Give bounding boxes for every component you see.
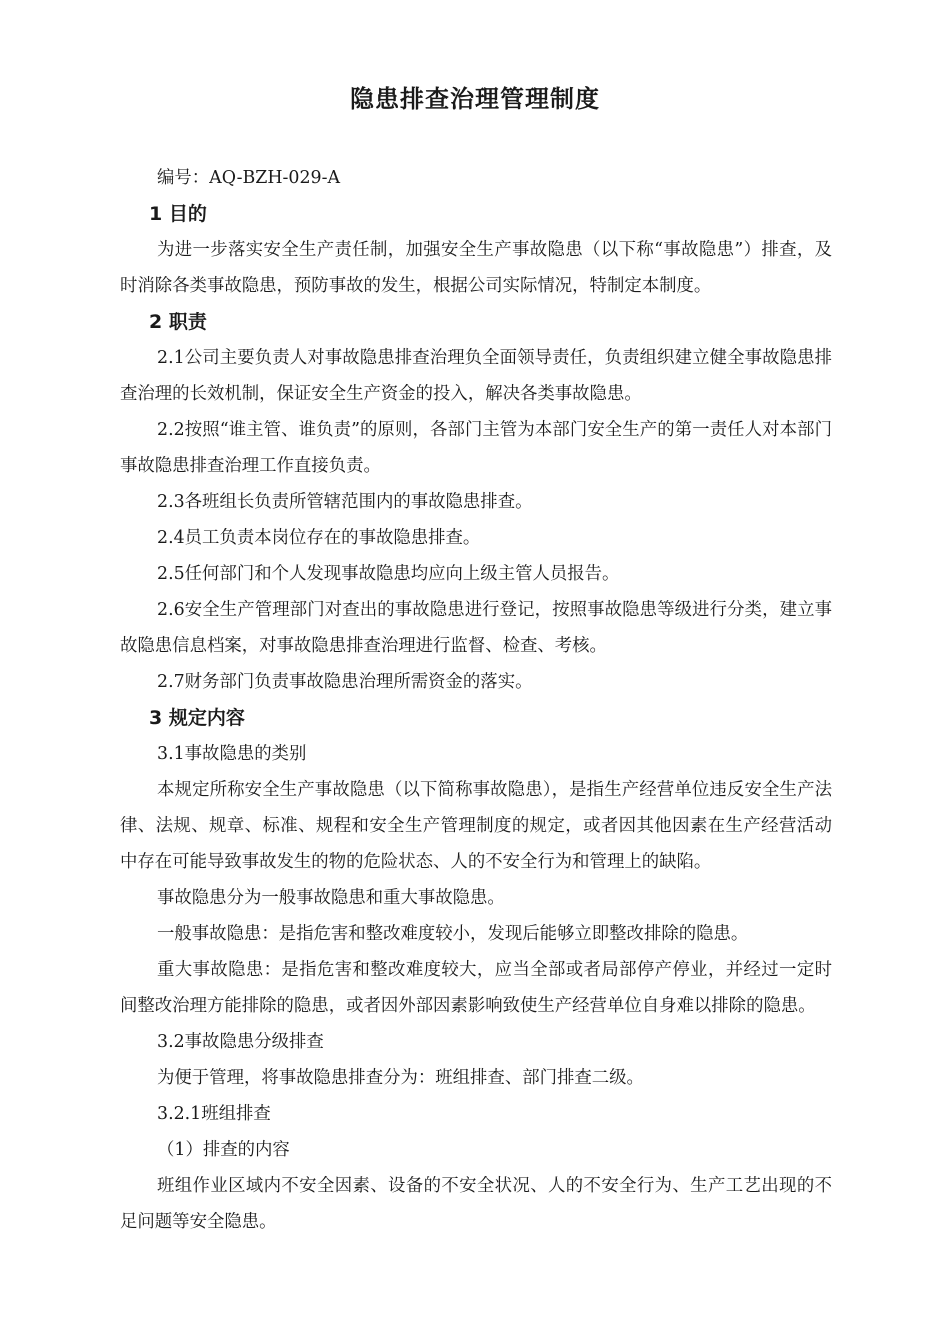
clause-2-6: 2.6安全生产管理部门对查出的事故隐患进行登记，按照事故隐患等级进行分类，建立事故隐患信息档案，对事故隐患排查治理进行监督、检查、考核。: [120, 600, 832, 656]
paragraph: 为进一步落实安全生产责任制，加强安全生产事故隐患（以下称“事故隐患”）排查，及时消除各类事故隐患，预防事故的发生，根据公司实际情况，特制定本制度。: [120, 240, 832, 296]
clause-3-2-1: 3.2.1班组排查: [157, 1104, 271, 1124]
section-heading-responsibilities: 2 职责: [149, 311, 207, 333]
clause-2-1: 2.1公司主要负责人对事故隐患排查治理负全面领导责任，负责组织建立健全事故隐患排查治理的长效机制，保证安全生产资金的投入，解决各类事故隐患。: [120, 348, 832, 404]
clause-2-2: 2.2按照“谁主管、谁负责”的原则，各部门主管为本部门安全生产的第一责任人对本部门事故隐患排查治理工作直接负责。: [120, 420, 832, 476]
paragraph: 重大事故隐患：是指危害和整改难度较大，应当全部或者局部停产停业，并经过一定时间整改治理方能排除的隐患，或者因外部因素影响致使生产经营单位自身难以排除的隐患。: [120, 960, 832, 1016]
clause-3-2: 3.2事故隐患分级排查: [157, 1032, 324, 1052]
clause-2-7: 2.7财务部门负责事故隐患治理所需资金的落实。: [157, 672, 533, 692]
list-item: （1）排查的内容: [157, 1140, 290, 1160]
paragraph: 一般事故隐患：是指危害和整改难度较小，发现后能够立即整改排除的隐患。: [157, 924, 749, 944]
paragraph: 事故隐患分为一般事故隐患和重大事故隐患。: [157, 888, 505, 908]
section-heading-purpose: 1 目的: [149, 203, 207, 225]
paragraph: 为便于管理，将事故隐患排查分为：班组排查、部门排查二级。: [157, 1068, 644, 1088]
clause-3-1: 3.1事故隐患的类别: [157, 744, 307, 764]
paragraph: 本规定所称安全生产事故隐患（以下简称事故隐患），是指生产经营单位违反安全生产法律、法规、规章、标准、规程和安全生产管理制度的规定，或者因其他因素在生产经营活动中存在可能导致事故发生的物的危险状态、人的不安全行为和管理上的缺陷。: [120, 780, 832, 872]
document-body: [120, 160, 832, 1240]
document-title: 隐患排查治理管理制度: [350, 85, 600, 113]
section-heading-provisions: 3 规定内容: [149, 707, 245, 729]
clause-2-4: 2.4员工负责本岗位存在的事故隐患排查。: [157, 528, 481, 548]
clause-2-5: 2.5任何部门和个人发现事故隐患均应向上级主管人员报告。: [157, 564, 620, 584]
clause-2-3: 2.3各班组长负责所管辖范围内的事故隐患排查。: [157, 492, 533, 512]
document-code: 编号：AQ-BZH-029-A: [157, 168, 341, 188]
paragraph: 班组作业区域内不安全因素、设备的不安全状况、人的不安全行为、生产工艺出现的不足问题等安全隐患。: [120, 1176, 832, 1232]
